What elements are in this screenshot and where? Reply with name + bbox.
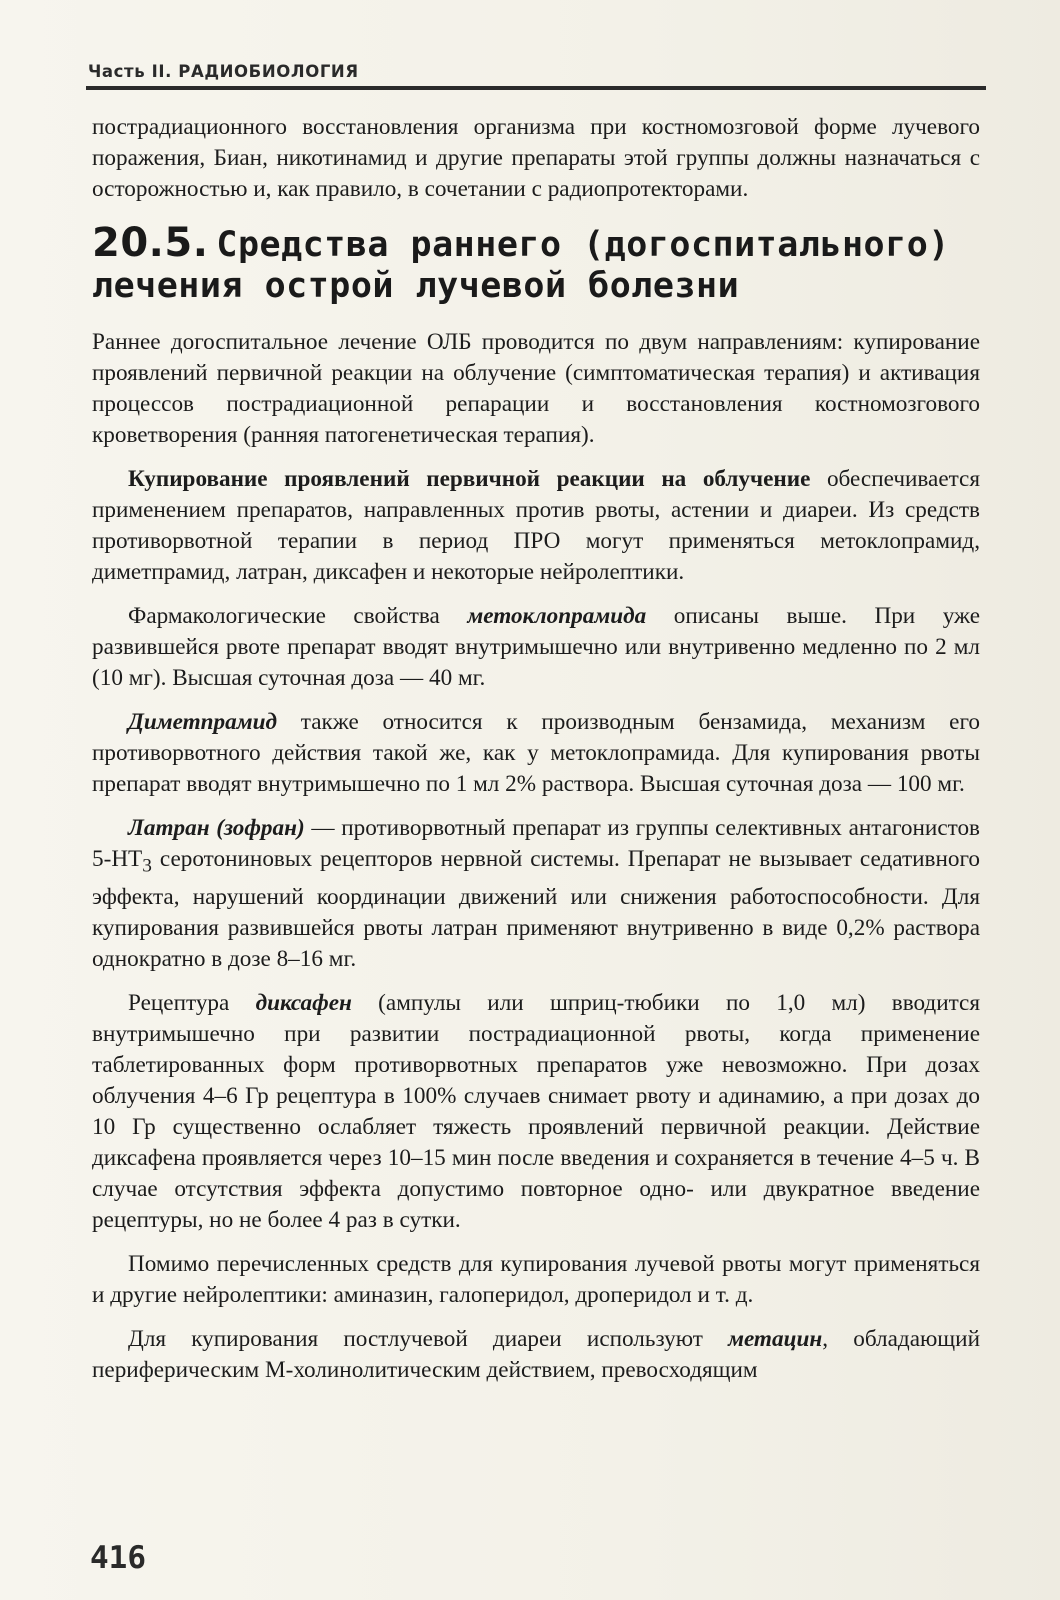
paragraph-text: — противорвотный препарат из группы селективных антагонистов 5-HT: [92, 815, 980, 872]
paragraph-neuroleptics: Помимо перечисленных средств для купирования лучевой рвоты могут применяться и другие нейролептики: аминазин, галоперидол, дроперидол и т. д.: [92, 1250, 980, 1308]
paragraph-text: Для купирования постлучевой диареи используют: [128, 1325, 729, 1352]
paragraph-text: серотониновых рецепторов нервной системы. Препарат не вызывает седативного эффекта, нарушений координации движений или снижения работоспособности. Для купирования развившейся рвоты латран применяют внутривенно в виде 0,2% раствора однократно в дозе 8–16 мг.: [92, 846, 980, 972]
paragraph-text: Фармакологические свойства: [128, 603, 468, 629]
lead-term: Купирование проявлений первичной реакции на облучение: [128, 466, 811, 492]
paragraph-text: , обладающий периферическим М-холинолитическим действием, превосходящим: [92, 1325, 980, 1383]
drug-term: метацин: [728, 1325, 823, 1352]
paragraph-latran: [92, 813, 980, 975]
paragraph-metoclopramide: [92, 601, 980, 694]
subscript: 3: [142, 855, 152, 877]
drug-term: Латран (зофран): [128, 815, 305, 841]
body-text: [92, 112, 980, 1399]
paragraph-primary-reaction: [92, 464, 980, 588]
paragraph-text: обеспечивается применением препаратов, направленных против рвоты, астении и диареи. Из средств противорвотной терапии в период ПРО могут применяться метоклопрамид, диметпрамид, латран, диксафен и некоторые нейролептики.: [92, 466, 980, 585]
running-header: Часть II. РАДИОБИОЛОГИЯ: [88, 62, 359, 81]
paragraph-intro: Раннее догоспитальное лечение ОЛБ проводится по двум направлениям: купирование проявлений первичной реакции на облучение (симптоматическая терапия) и активация процессов пострадиационной репарации и восстановления костномозгового кроветворения (ранняя патогенетическая терапия).: [92, 329, 980, 448]
paragraph-text: описаны выше. При уже развившейся рвоте препарат вводят внутримышечно или внутривенно медленно по 2 мл (10 мг). Высшая суточная доза — 40 мг.: [92, 603, 981, 691]
paragraph-dimetpramide: [92, 707, 980, 800]
section-number: 20.5.: [92, 220, 209, 266]
page-number: 416: [90, 1540, 146, 1576]
drug-term: диксафен: [255, 989, 352, 1016]
section-title: Средства раннего (догоспитального) лечения острой лучевой болезни: [92, 225, 950, 306]
section-heading: [92, 220, 980, 307]
paragraph-text: Рецептура: [128, 989, 256, 1016]
paragraph-dixafen: [92, 988, 980, 1236]
paragraph-diarrhea: [92, 1324, 980, 1386]
drug-term: метоклопрамида: [467, 603, 647, 629]
drug-term: Диметпрамид: [128, 709, 278, 735]
paragraph-text: (ампулы или шприц-тюбики по 1,0 мл) вводится внутримышечно при развитии пострадиационной рвоты, когда применение таблетированных форм противорвотных препаратов уже невозможно. При дозах облучения 4–6 Гр рецептура в 100% случаев снимает рвоту и адинамию, а при дозах до 10 Гр существенно ослабляет тяжесть проявлений первичной реакции. Действие диксафена проявляется через 10–15 мин после введения и сохраняется в течение 4–5 ч. В случае отсутствия эффекта допустимо повторное одно- или двукратное введение рецептуры, но не более 4 раз в сутки.: [92, 989, 980, 1233]
continuation-paragraph: пострадиационного восстановления организма при костномозговой форме лучевого поражения, Биан, никотинамид и другие препараты этой группы должны назначаться с осторожностью и, как правило, в сочетании с радиопротекторами.: [92, 114, 980, 202]
paragraph-text: также относится к производным бензамида, механизм его противорвотного действия такой же, как у метоклопрамида. Для купирования рвоты препарат вводят внутримышечно по 1 мл 2% раствора. Высшая суточная доза — 100 мг.: [92, 709, 980, 797]
header-rule: [86, 86, 986, 90]
